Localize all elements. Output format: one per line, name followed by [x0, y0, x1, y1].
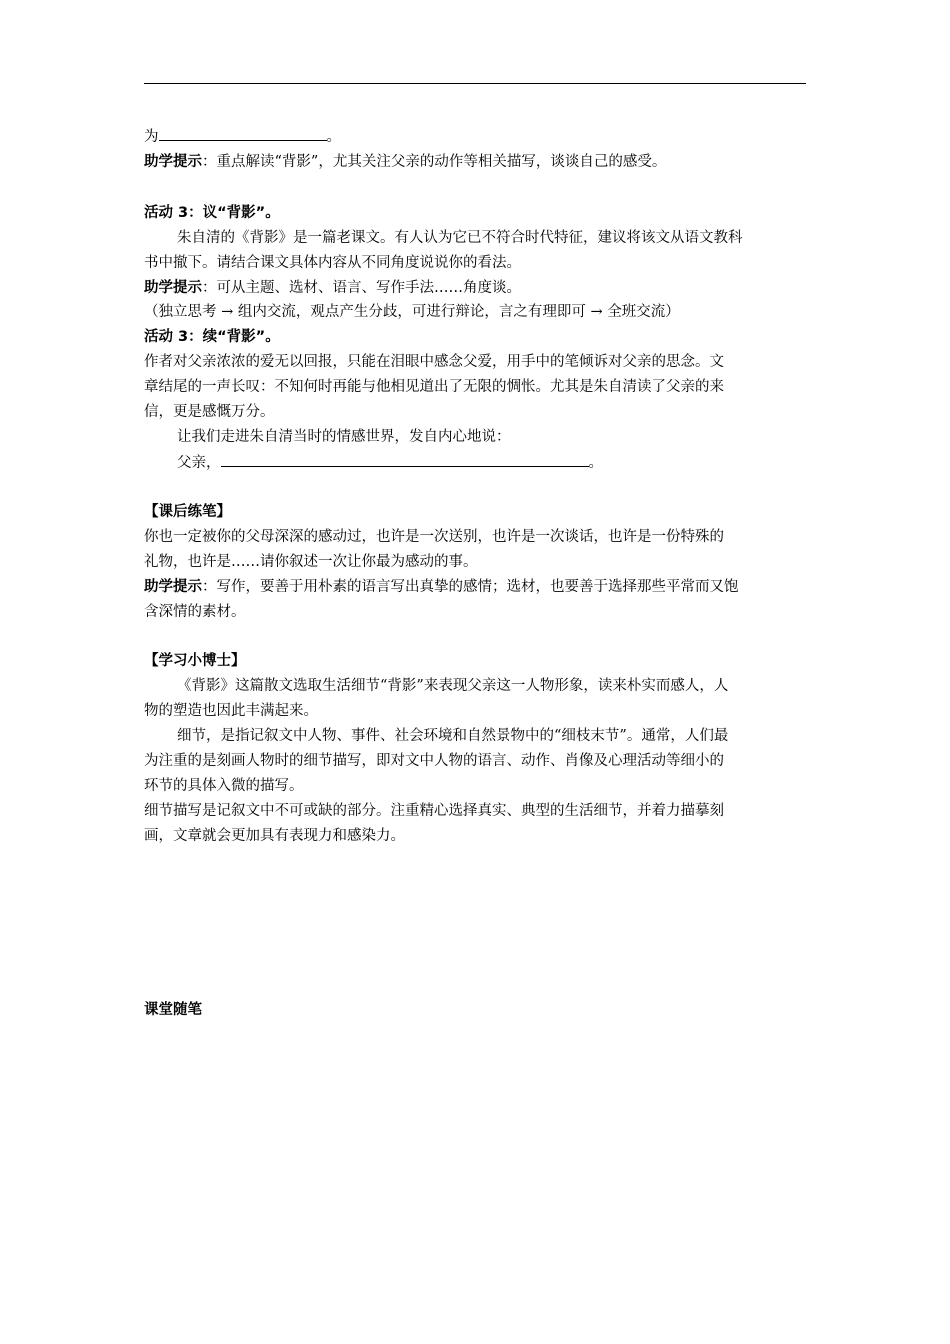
hint-2 — [144, 278, 806, 298]
section-title-notes: 课堂随笔 — [144, 1002, 202, 1018]
hint-label: 助学提示 — [144, 579, 202, 595]
paragraph-line: 含深情的素材。 — [144, 604, 246, 620]
text: 。 — [326, 129, 341, 145]
hint-label: 助学提示 — [144, 154, 202, 170]
section-title-practice: 【课后练笔】 — [144, 504, 231, 520]
paragraph-line: 章结尾的一声长叹：不知何时再能与他相见道出了无限的惆怅。尤其是朱自清读了父亲的来 — [144, 379, 724, 395]
text: 。 — [588, 455, 603, 471]
paragraph-line: 让我们走进朱自清当时的情感世界，发自内心地说： — [177, 429, 511, 445]
fill-blank[interactable] — [221, 452, 589, 467]
paragraph-line: 信，更是感慨万分。 — [144, 404, 275, 420]
paragraph-line: 细节，是指记叙文中人物、事件、社会环境和自然景物中的“细枝末节”。通常，人们最 — [177, 728, 729, 744]
paragraph-line: 你也一定被你的父母深深的感动过，也许是一次送别，也许是一次谈话，也许是一份特殊的 — [144, 529, 724, 545]
answer-line-1 — [144, 126, 806, 147]
paragraph-line: 礼物，也许是……请你叙述一次让你最为感动的事。 — [144, 554, 478, 570]
hint-text: ：写作，要善于用朴素的语言写出真挚的感情；选材，也要善于选择那些平常而又饱 — [202, 579, 739, 595]
text: 为 — [144, 129, 159, 145]
hint-3 — [144, 577, 806, 597]
text: 父亲， — [177, 455, 221, 471]
section-title-doctor: 【学习小博士】 — [144, 653, 246, 669]
activity-3-discuss-title: 活动 3：议“背影”。 — [144, 205, 280, 221]
paragraph-line: 细节描写是记叙文中不可或缺的部分。注重精心选择真实、典型的生活细节，并着力描摹刻 — [144, 803, 724, 819]
paragraph-line: 为注重的是刻画人物时的细节描写，即对文中人物的语言、动作、肖像及心理活动等细小的 — [144, 753, 724, 769]
paragraph-line: 环节的具体入微的描写。 — [144, 778, 304, 794]
fill-blank[interactable] — [159, 126, 327, 141]
paragraph-line: 《背影》这篇散文选取生活细节“背影”来表现父亲这一人物形象，读来朴实而感人，人 — [177, 678, 729, 694]
hint-text: ：可从主题、选材、语言、写作手法……角度谈。 — [202, 280, 521, 296]
paragraph-line: 画，文章就会更加具有表现力和感染力。 — [144, 828, 405, 844]
header-rule — [144, 83, 806, 84]
hint-label: 助学提示 — [144, 280, 202, 296]
activity-3-continue-title: 活动 3：续“背影”。 — [144, 329, 280, 345]
paragraph-line: 作者对父亲浓浓的爱无以回报，只能在泪眼中感念父爱，用手中的笔倾诉对父亲的思念。文 — [144, 354, 724, 370]
flow-note: （独立思考 → 组内交流，观点产生分歧，可进行辩论，言之有理即可 → 全班交流） — [144, 304, 680, 320]
hint-text: ：重点解读“背影”，尤其关注父亲的动作等相关描写，谈谈自己的感受。 — [202, 154, 667, 170]
hint-1 — [144, 152, 806, 172]
paragraph-line: 物的塑造也因此丰满起来。 — [144, 703, 318, 719]
paragraph-line: 朱自清的《背影》是一篇老课文。有人认为它已不符合时代特征，建议将该文从语文教科 — [177, 230, 743, 246]
answer-line-2 — [144, 452, 839, 473]
paragraph-line: 书中撤下。请结合课文具体内容从不同角度说说你的看法。 — [144, 255, 521, 271]
